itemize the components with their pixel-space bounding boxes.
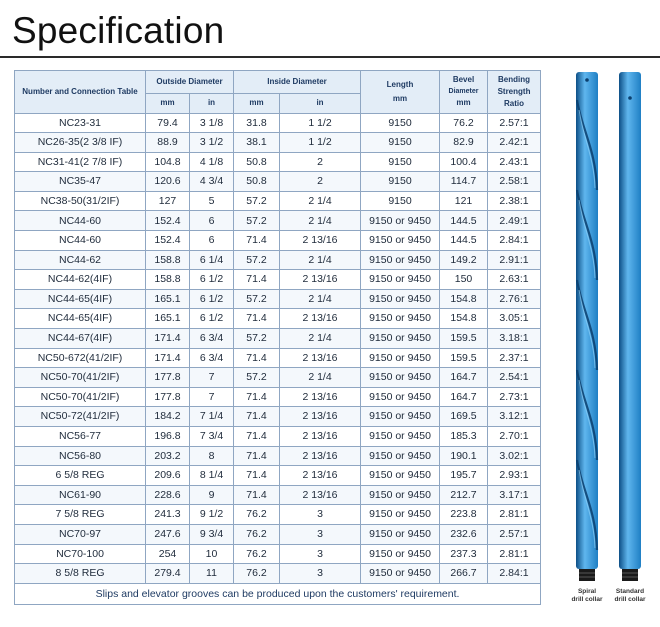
cell-bevel-diameter-mm: 154.8 [440, 289, 488, 309]
cell-id-mm: 71.4 [234, 348, 280, 368]
cell-id-mm: 76.2 [234, 524, 280, 544]
cell-bending-ratio: 2.91:1 [488, 250, 541, 270]
spiral-caption-line2: drill collar [571, 596, 603, 603]
cell-bevel-diameter-mm: 232.6 [440, 524, 488, 544]
cell-length-mm: 9150 or 9450 [361, 427, 440, 447]
cell-od-mm: 127 [146, 191, 190, 211]
cell-od-in: 6 [190, 211, 234, 231]
cell-id-in: 3 [280, 564, 361, 584]
cell-bevel-diameter-mm: 190.1 [440, 446, 488, 466]
cell-od-in: 11 [190, 564, 234, 584]
cell-connection-name: 6 5/8 REG [15, 466, 146, 486]
cell-bending-ratio: 2.70:1 [488, 427, 541, 447]
cell-bending-ratio: 2.93:1 [488, 466, 541, 486]
cell-length-mm: 9150 or 9450 [361, 505, 440, 525]
cell-od-in: 3 1/2 [190, 133, 234, 153]
cell-id-in: 1 1/2 [280, 133, 361, 153]
cell-bevel-diameter-mm: 82.9 [440, 133, 488, 153]
table-row [15, 211, 541, 231]
cell-length-mm: 9150 or 9450 [361, 544, 440, 564]
cell-bevel-diameter-mm: 185.3 [440, 427, 488, 447]
cell-connection-name: NC44-60 [15, 231, 146, 251]
cell-id-mm: 57.2 [234, 211, 280, 231]
table-row [15, 133, 541, 153]
cell-bending-ratio: 2.63:1 [488, 270, 541, 290]
table-row [15, 113, 541, 133]
table-row [15, 289, 541, 309]
cell-connection-name: NC50-672(41/2IF) [15, 348, 146, 368]
cell-length-mm: 9150 or 9450 [361, 368, 440, 388]
title-divider [0, 56, 660, 58]
cell-length-mm: 9150 or 9450 [361, 329, 440, 349]
cell-bevel-diameter-mm: 169.5 [440, 407, 488, 427]
cell-id-in: 2 1/4 [280, 191, 361, 211]
cell-bending-ratio: 3.18:1 [488, 329, 541, 349]
cell-id-in: 1 1/2 [280, 113, 361, 133]
cell-od-mm: 152.4 [146, 211, 190, 231]
cell-id-mm: 57.2 [234, 250, 280, 270]
cell-od-mm: 177.8 [146, 387, 190, 407]
header-length-unit: mm [392, 93, 408, 103]
cell-id-mm: 71.4 [234, 446, 280, 466]
cell-id-in: 2 13/16 [280, 407, 361, 427]
cell-od-in: 6 1/4 [190, 250, 234, 270]
cell-connection-name: 8 5/8 REG [15, 564, 146, 584]
header-id-in: in [280, 94, 361, 114]
table-row [15, 250, 541, 270]
header-inside-diameter: Inside Diameter [234, 71, 361, 94]
cell-od-in: 7 1/4 [190, 407, 234, 427]
table-row [15, 505, 541, 525]
header-bevel-diameter [440, 71, 488, 114]
cell-bending-ratio: 3.17:1 [488, 485, 541, 505]
cell-bevel-diameter-mm: 76.2 [440, 113, 488, 133]
cell-od-in: 10 [190, 544, 234, 564]
cell-id-in: 2 [280, 172, 361, 192]
cell-id-in: 2 13/16 [280, 348, 361, 368]
cell-bevel-diameter-mm: 223.8 [440, 505, 488, 525]
cell-id-in: 2 1/4 [280, 250, 361, 270]
cell-od-mm: 241.3 [146, 505, 190, 525]
header-od-in: in [190, 94, 234, 114]
cell-od-in: 8 1/4 [190, 466, 234, 486]
cell-bending-ratio: 2.81:1 [488, 544, 541, 564]
header-bevel-unit: mm [456, 98, 471, 108]
cell-bending-ratio: 3.05:1 [488, 309, 541, 329]
table-row [15, 485, 541, 505]
cell-bevel-diameter-mm: 154.8 [440, 309, 488, 329]
cell-bending-ratio: 2.76:1 [488, 289, 541, 309]
cell-connection-name: NC44-65(4IF) [15, 289, 146, 309]
cell-connection-name: NC44-62 [15, 250, 146, 270]
cell-bevel-diameter-mm: 159.5 [440, 329, 488, 349]
header-bevel-line1: Bevel [452, 75, 475, 85]
cell-bevel-diameter-mm: 266.7 [440, 564, 488, 584]
cell-bending-ratio: 3.12:1 [488, 407, 541, 427]
header-bevel-line2: Diameter [448, 88, 479, 96]
cell-id-mm: 71.4 [234, 309, 280, 329]
cell-od-in: 6 3/4 [190, 329, 234, 349]
standard-collar-pin-end [622, 569, 638, 581]
table-row [15, 524, 541, 544]
cell-od-in: 6 [190, 231, 234, 251]
cell-bevel-diameter-mm: 149.2 [440, 250, 488, 270]
table-row [15, 191, 541, 211]
cell-od-mm: 177.8 [146, 368, 190, 388]
table-row [15, 544, 541, 564]
cell-id-in: 2 13/16 [280, 231, 361, 251]
cell-id-mm: 71.4 [234, 407, 280, 427]
cell-length-mm: 9150 or 9450 [361, 387, 440, 407]
header-number-connection: Number and Connection Table [15, 71, 146, 114]
cell-bending-ratio: 2.81:1 [488, 505, 541, 525]
cell-od-mm: 171.4 [146, 348, 190, 368]
cell-od-mm: 279.4 [146, 564, 190, 584]
standard-drill-collar-image [613, 70, 647, 585]
table-body [15, 113, 541, 583]
cell-length-mm: 9150 or 9450 [361, 407, 440, 427]
cell-id-in: 2 [280, 152, 361, 172]
header-bending-line2: Strength [497, 86, 531, 96]
cell-length-mm: 9150 or 9450 [361, 485, 440, 505]
cell-bevel-diameter-mm: 114.7 [440, 172, 488, 192]
cell-id-mm: 76.2 [234, 544, 280, 564]
cell-od-in: 6 1/2 [190, 309, 234, 329]
cell-od-mm: 196.8 [146, 427, 190, 447]
header-bending-line3: Ratio [504, 98, 525, 108]
cell-od-mm: 228.6 [146, 485, 190, 505]
cell-id-in: 3 [280, 505, 361, 525]
cell-id-in: 3 [280, 544, 361, 564]
cell-length-mm: 9150 or 9450 [361, 524, 440, 544]
cell-connection-name: NC44-62(4IF) [15, 270, 146, 290]
cell-id-mm: 50.8 [234, 152, 280, 172]
cell-connection-name: NC26-35(2 3/8 IF) [15, 133, 146, 153]
cell-length-mm: 9150 or 9450 [361, 250, 440, 270]
cell-bevel-diameter-mm: 195.7 [440, 466, 488, 486]
cell-bevel-diameter-mm: 164.7 [440, 387, 488, 407]
cell-bevel-diameter-mm: 237.3 [440, 544, 488, 564]
table-row [15, 564, 541, 584]
table-row [15, 466, 541, 486]
cell-id-in: 2 13/16 [280, 466, 361, 486]
cell-length-mm: 9150 [361, 191, 440, 211]
cell-id-mm: 57.2 [234, 289, 280, 309]
table-row [15, 446, 541, 466]
cell-id-in: 2 1/4 [280, 289, 361, 309]
cell-bending-ratio: 2.37:1 [488, 348, 541, 368]
cell-id-in: 2 1/4 [280, 211, 361, 231]
cell-id-mm: 31.8 [234, 113, 280, 133]
cell-length-mm: 9150 or 9450 [361, 231, 440, 251]
cell-od-in: 6 3/4 [190, 348, 234, 368]
cell-bending-ratio: 3.02:1 [488, 446, 541, 466]
cell-id-mm: 38.1 [234, 133, 280, 153]
cell-connection-name: NC44-67(4IF) [15, 329, 146, 349]
spiral-caption-line1: Spiral [577, 588, 597, 595]
cell-od-mm: 247.6 [146, 524, 190, 544]
cell-connection-name: NC50-72(41/2IF) [15, 407, 146, 427]
table-row [15, 427, 541, 447]
standard-collar-hole [628, 96, 632, 100]
cell-id-in: 2 13/16 [280, 309, 361, 329]
cell-bending-ratio: 2.84:1 [488, 564, 541, 584]
cell-id-in: 2 13/16 [280, 485, 361, 505]
table-row [15, 231, 541, 251]
cell-bevel-diameter-mm: 150 [440, 270, 488, 290]
cell-od-in: 5 [190, 191, 234, 211]
cell-bending-ratio: 2.43:1 [488, 152, 541, 172]
cell-id-in: 2 13/16 [280, 446, 361, 466]
cell-od-in: 4 3/4 [190, 172, 234, 192]
cell-id-mm: 57.2 [234, 329, 280, 349]
standard-collar-body [619, 72, 641, 569]
cell-od-mm: 184.2 [146, 407, 190, 427]
cell-length-mm: 9150 or 9450 [361, 466, 440, 486]
cell-connection-name: NC56-77 [15, 427, 146, 447]
cell-od-mm: 171.4 [146, 329, 190, 349]
table-header [15, 71, 541, 114]
cell-bending-ratio: 2.57:1 [488, 113, 541, 133]
cell-bevel-diameter-mm: 144.5 [440, 211, 488, 231]
cell-od-mm: 120.6 [146, 172, 190, 192]
table-row [15, 309, 541, 329]
cell-od-mm: 165.1 [146, 309, 190, 329]
standard-caption-line2: drill collar [614, 596, 646, 603]
cell-od-in: 6 1/2 [190, 270, 234, 290]
cell-bevel-diameter-mm: 164.7 [440, 368, 488, 388]
table-footnote: Slips and elevator grooves can be produced upon the customers' requirement. [15, 583, 541, 604]
table-row [15, 152, 541, 172]
cell-id-mm: 57.2 [234, 368, 280, 388]
cell-od-mm: 203.2 [146, 446, 190, 466]
table-row [15, 348, 541, 368]
cell-connection-name: 7 5/8 REG [15, 505, 146, 525]
cell-id-mm: 71.4 [234, 387, 280, 407]
cell-length-mm: 9150 [361, 152, 440, 172]
header-outside-diameter: Outside Diameter [146, 71, 234, 94]
cell-bevel-diameter-mm: 100.4 [440, 152, 488, 172]
cell-od-mm: 158.8 [146, 250, 190, 270]
header-bending-strength-ratio [488, 71, 541, 114]
specification-table [14, 70, 541, 605]
cell-id-mm: 71.4 [234, 485, 280, 505]
table-row [15, 172, 541, 192]
cell-connection-name: NC23-31 [15, 113, 146, 133]
cell-id-in: 3 [280, 524, 361, 544]
cell-length-mm: 9150 or 9450 [361, 289, 440, 309]
cell-connection-name: NC50-70(41/2IF) [15, 387, 146, 407]
cell-connection-name: NC38-50(31/2IF) [15, 191, 146, 211]
cell-od-in: 7 [190, 387, 234, 407]
header-length [361, 71, 440, 114]
cell-connection-name: NC56-80 [15, 446, 146, 466]
cell-od-in: 6 1/2 [190, 289, 234, 309]
cell-connection-name: NC50-70(41/2IF) [15, 368, 146, 388]
cell-length-mm: 9150 [361, 172, 440, 192]
cell-id-mm: 76.2 [234, 564, 280, 584]
cell-od-mm: 79.4 [146, 113, 190, 133]
cell-bending-ratio: 2.42:1 [488, 133, 541, 153]
cell-od-mm: 152.4 [146, 231, 190, 251]
page-title: Specification [12, 10, 225, 51]
table-row [15, 270, 541, 290]
cell-length-mm: 9150 or 9450 [361, 270, 440, 290]
cell-bending-ratio: 2.38:1 [488, 191, 541, 211]
cell-connection-name: NC44-65(4IF) [15, 309, 146, 329]
cell-connection-name: NC31-41(2 7/8 IF) [15, 152, 146, 172]
table-row [15, 407, 541, 427]
cell-length-mm: 9150 [361, 113, 440, 133]
cell-connection-name: NC44-60 [15, 211, 146, 231]
cell-od-mm: 254 [146, 544, 190, 564]
cell-length-mm: 9150 [361, 133, 440, 153]
cell-connection-name: NC61-90 [15, 485, 146, 505]
spiral-collar-pin-end [579, 569, 595, 581]
cell-id-mm: 76.2 [234, 505, 280, 525]
cell-bevel-diameter-mm: 212.7 [440, 485, 488, 505]
cell-length-mm: 9150 or 9450 [361, 564, 440, 584]
cell-od-mm: 158.8 [146, 270, 190, 290]
cell-bending-ratio: 2.58:1 [488, 172, 541, 192]
cell-id-in: 2 1/4 [280, 368, 361, 388]
table-row [15, 329, 541, 349]
cell-od-in: 7 3/4 [190, 427, 234, 447]
standard-caption-line1: Standard [615, 588, 645, 595]
cell-id-mm: 71.4 [234, 427, 280, 447]
header-length-label: Length [386, 79, 414, 89]
header-id-mm: mm [234, 94, 280, 114]
cell-id-mm: 71.4 [234, 231, 280, 251]
cell-od-in: 9 3/4 [190, 524, 234, 544]
cell-id-in: 2 13/16 [280, 387, 361, 407]
cell-bending-ratio: 2.49:1 [488, 211, 541, 231]
cell-od-in: 8 [190, 446, 234, 466]
header-bending-line1: Bending [498, 74, 531, 84]
cell-bending-ratio: 2.73:1 [488, 387, 541, 407]
cell-bending-ratio: 2.84:1 [488, 231, 541, 251]
cell-id-in: 2 13/16 [280, 270, 361, 290]
cell-connection-name: NC35-47 [15, 172, 146, 192]
cell-bending-ratio: 2.54:1 [488, 368, 541, 388]
cell-id-mm: 71.4 [234, 466, 280, 486]
cell-od-in: 3 1/8 [190, 113, 234, 133]
header-od-mm: mm [146, 94, 190, 114]
cell-length-mm: 9150 or 9450 [361, 211, 440, 231]
cell-od-mm: 209.6 [146, 466, 190, 486]
cell-id-mm: 71.4 [234, 270, 280, 290]
cell-id-in: 2 13/16 [280, 427, 361, 447]
spiral-collar-hole [585, 78, 589, 82]
cell-bending-ratio: 2.57:1 [488, 524, 541, 544]
cell-bevel-diameter-mm: 159.5 [440, 348, 488, 368]
cell-od-in: 9 [190, 485, 234, 505]
cell-id-mm: 50.8 [234, 172, 280, 192]
cell-id-mm: 57.2 [234, 191, 280, 211]
cell-bevel-diameter-mm: 144.5 [440, 231, 488, 251]
cell-od-mm: 104.8 [146, 152, 190, 172]
cell-od-in: 4 1/8 [190, 152, 234, 172]
cell-bevel-diameter-mm: 121 [440, 191, 488, 211]
spiral-drill-collar-image [570, 70, 604, 585]
cell-connection-name: NC70-100 [15, 544, 146, 564]
cell-od-mm: 88.9 [146, 133, 190, 153]
cell-length-mm: 9150 or 9450 [361, 348, 440, 368]
cell-od-mm: 165.1 [146, 289, 190, 309]
cell-id-in: 2 1/4 [280, 329, 361, 349]
standard-collar-caption [600, 588, 660, 604]
table-row [15, 368, 541, 388]
cell-od-in: 7 [190, 368, 234, 388]
cell-length-mm: 9150 or 9450 [361, 446, 440, 466]
cell-connection-name: NC70-97 [15, 524, 146, 544]
table-row [15, 387, 541, 407]
cell-od-in: 9 1/2 [190, 505, 234, 525]
cell-length-mm: 9150 or 9450 [361, 309, 440, 329]
